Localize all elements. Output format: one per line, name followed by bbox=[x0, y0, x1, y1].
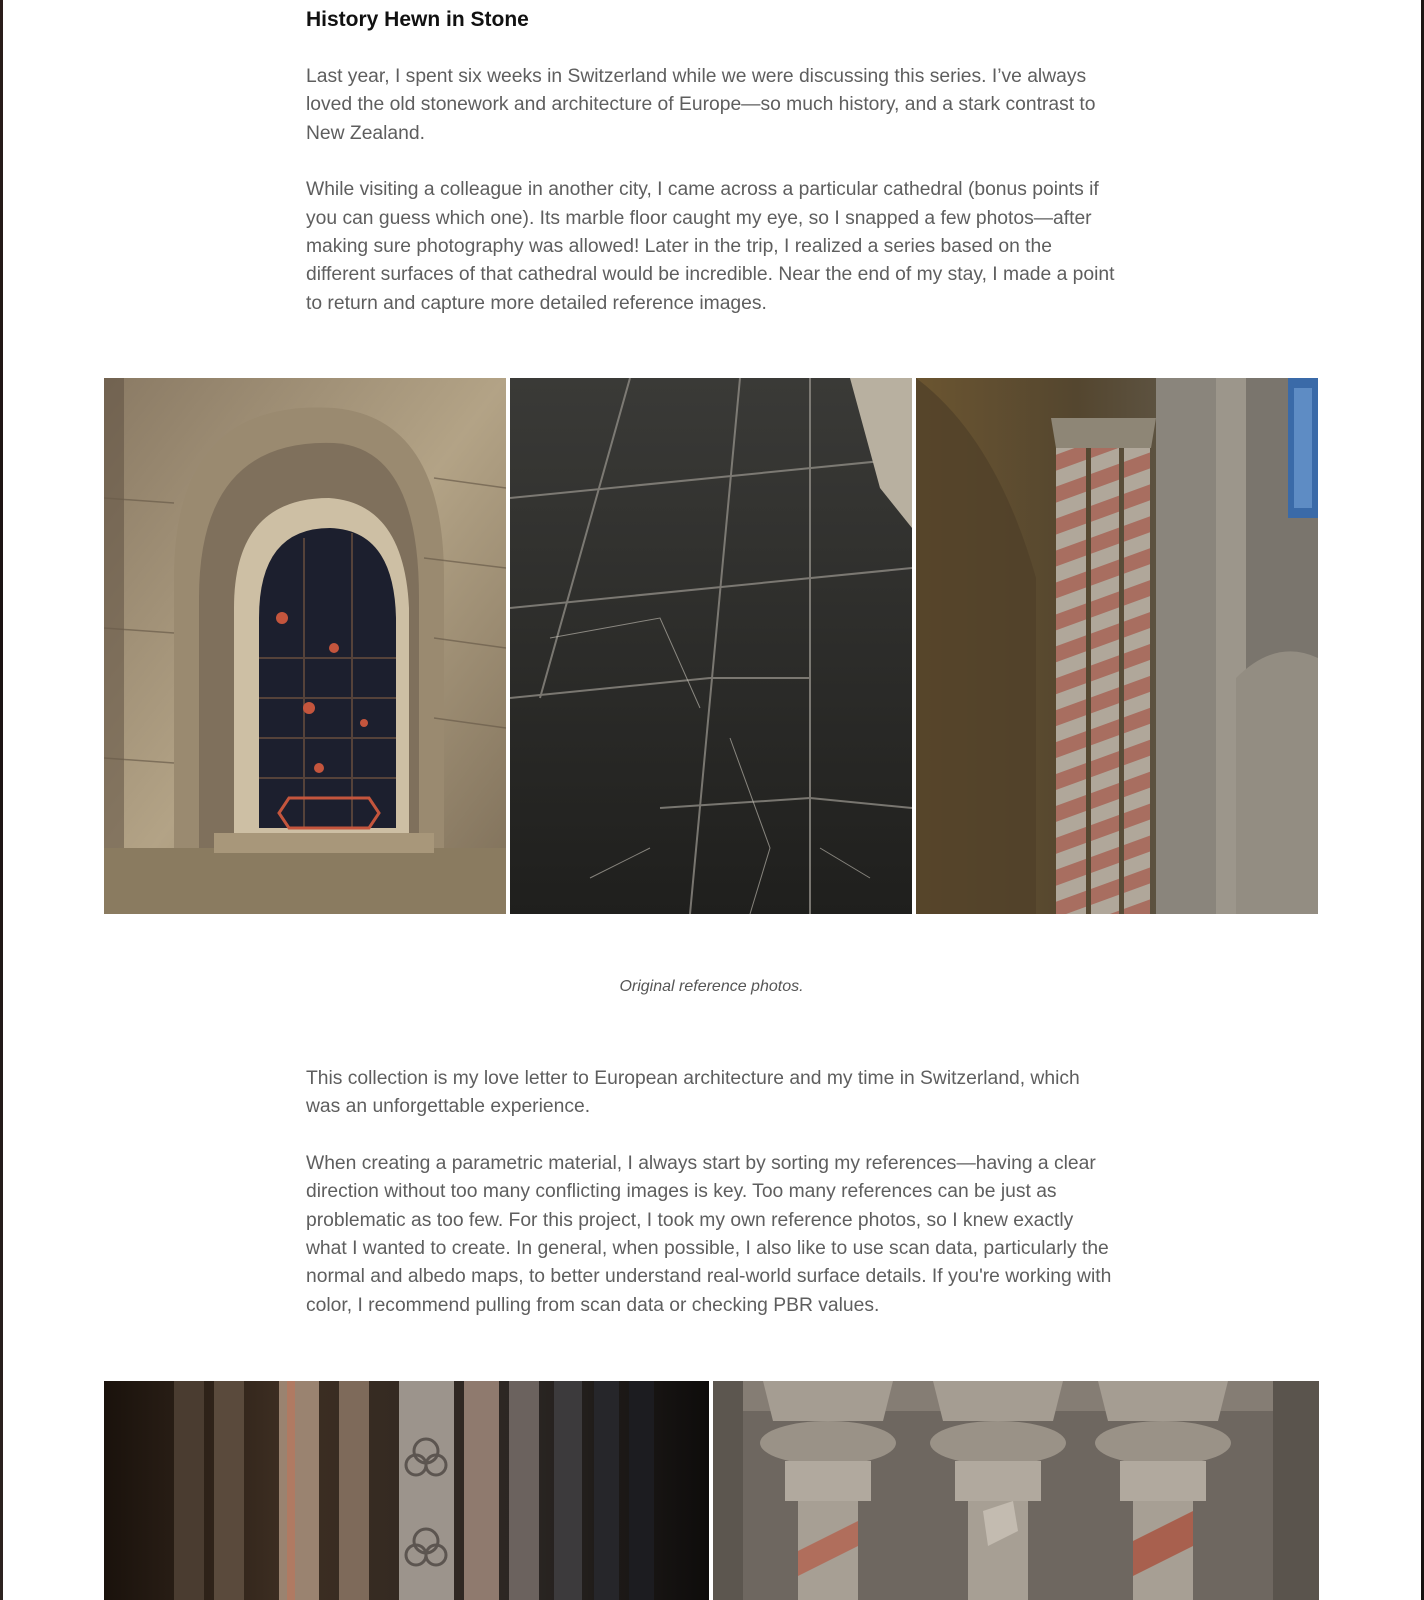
intro-paragraph: While visiting a colleague in another city, I came across a particular cathedral (bonus points if you can guess which one). Its marble floor caught my eye, so I snapped a few photos—after making sure photography was allowed! Later in the trip, I realized a series based on the different surfaces of that cathedral would be incredible. Near the end of my stay, I made a point to return and capture more detailed reference images. bbox=[306, 179, 1115, 314]
article-heading: History Hewn in Stone bbox=[306, 8, 529, 31]
material-render-gallery bbox=[104, 1381, 1319, 1600]
body-text bbox=[306, 1065, 1116, 1320]
gallery-caption: Original reference photos. bbox=[619, 978, 804, 995]
photo-dark-columns-render[interactable] bbox=[104, 1381, 709, 1600]
photo-marble-floor[interactable] bbox=[510, 378, 912, 914]
photo-striped-columns[interactable] bbox=[916, 378, 1318, 914]
body-paragraph: When creating a parametric material, I always start by sorting my references—having a clear direction without too many conflicting images is key. Too many references can be just as problematic as too few. For this project, I took my own reference photos, so I knew exactly what I wanted to create. In general, when possible, I also like to use scan data, particularly the normal and albedo maps, to better understand real-world surface details. If you're working with color, I recommend pulling from scan data or checking PBR values. bbox=[306, 1152, 1112, 1316]
body-paragraph: This collection is my love letter to European architecture and my time in Switzerland, which was an unforgettable experience. bbox=[306, 1068, 1080, 1118]
intro-text bbox=[306, 63, 1116, 318]
photo-stained-glass-window[interactable] bbox=[104, 378, 506, 914]
photo-column-capitals-render[interactable] bbox=[713, 1381, 1319, 1600]
intro-paragraph: Last year, I spent six weeks in Switzerland while we were discussing this series. I’ve always loved the old stonework and architecture of Europe—so much history, and a stark contrast to New Zealand. bbox=[306, 66, 1096, 144]
reference-photo-gallery bbox=[104, 378, 1318, 914]
left-page-edge bbox=[0, 0, 3, 1600]
